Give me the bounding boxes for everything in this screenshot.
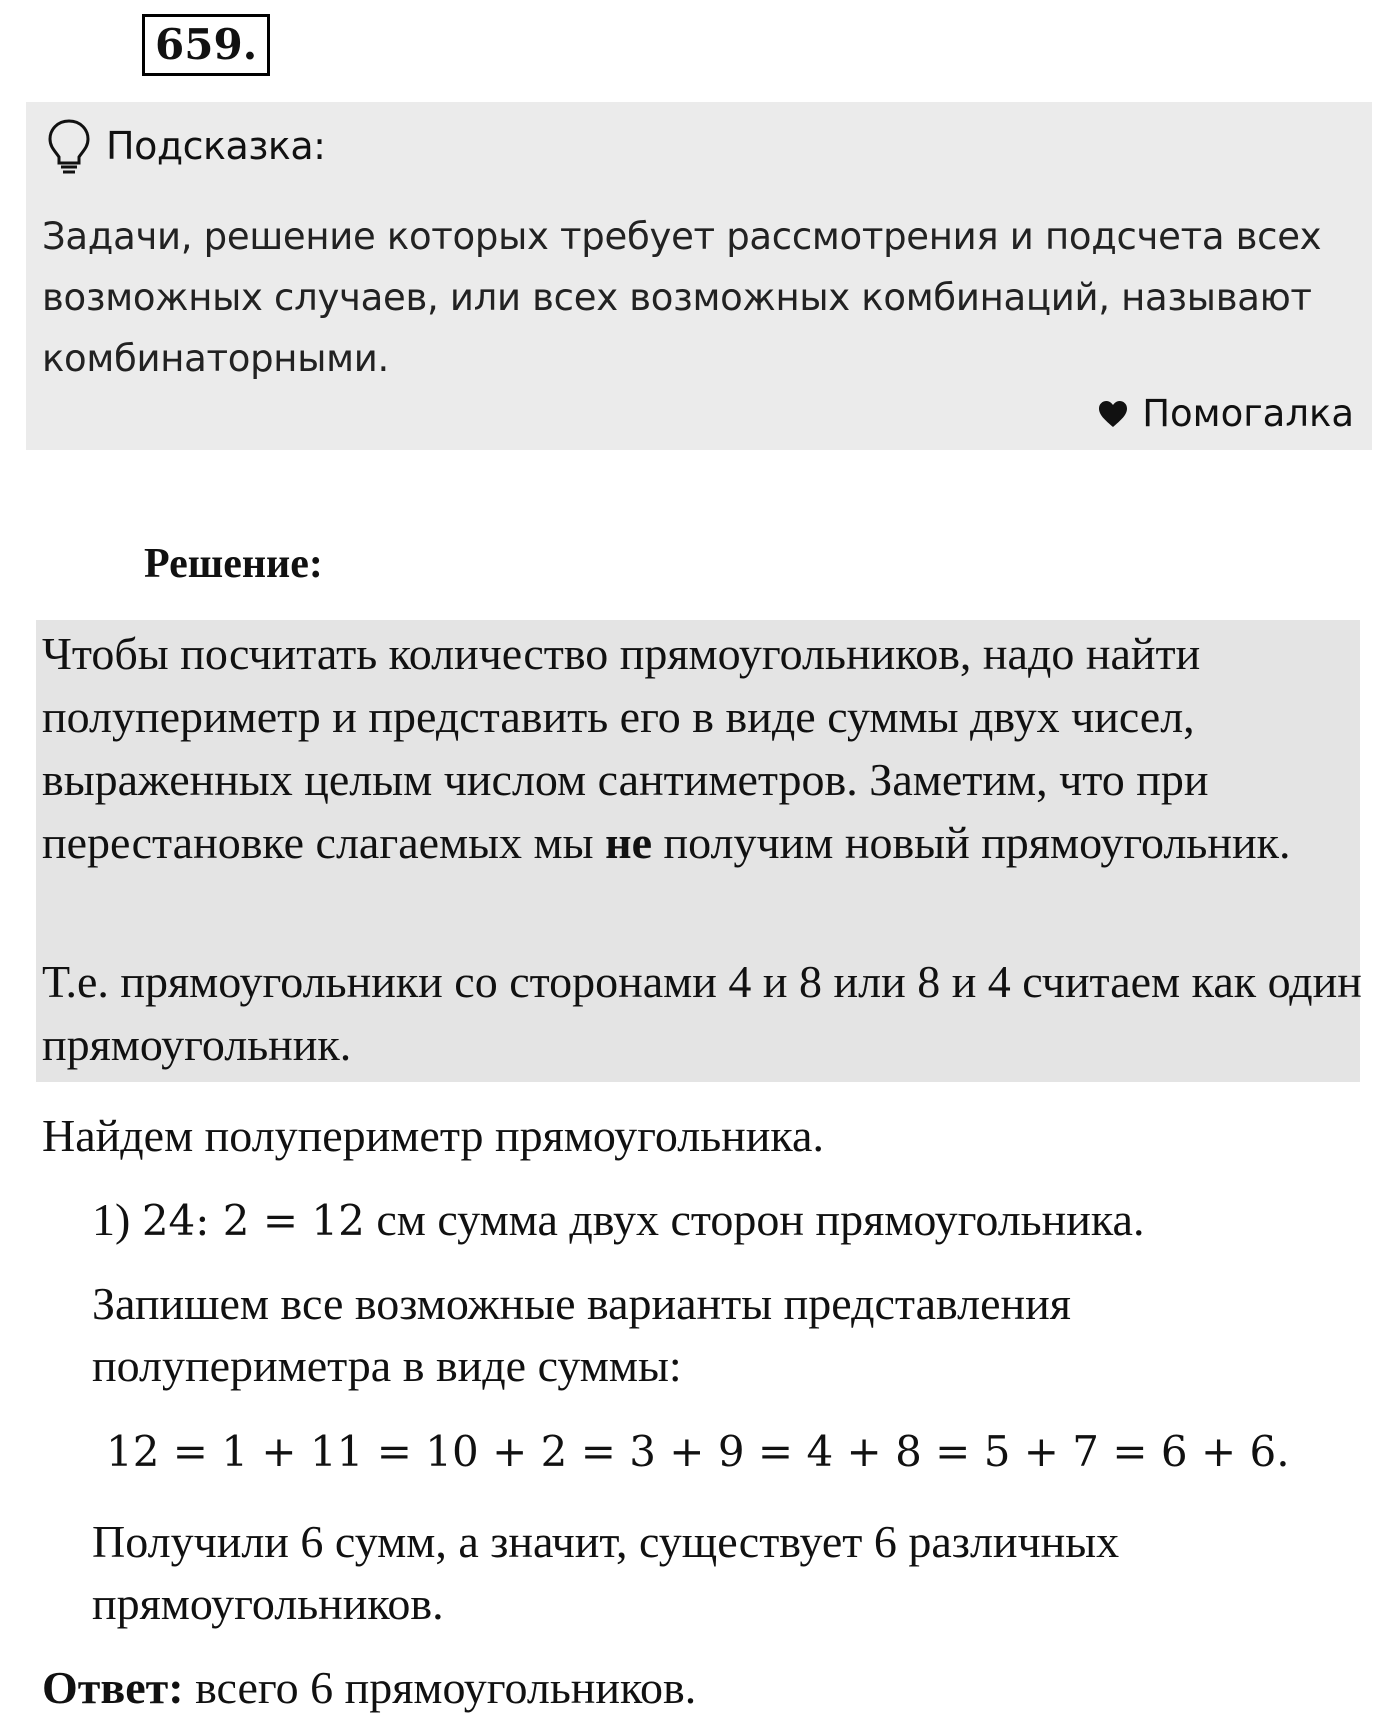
hint-box	[26, 102, 1372, 450]
hint-source-label: Помогалка	[1142, 392, 1354, 435]
step-1-number: 1)	[92, 1194, 131, 1245]
step-1-formula: 24: 2 = 12	[141, 1196, 365, 1245]
heart-icon	[1098, 400, 1128, 428]
result-line-2: прямоугольников.	[92, 1578, 444, 1629]
write-all-line-2: полупериметра в виде суммы:	[92, 1340, 682, 1391]
solution-explanation-block	[36, 620, 1360, 1082]
solution-intro	[42, 622, 1362, 874]
lightbulb-icon	[46, 117, 92, 175]
write-all-line-1: Запишем все возможные варианты представления	[92, 1278, 1071, 1329]
sum-equation: 12 = 1 + 11 = 10 + 2 = 3 + 9 = 4 + 8 = 5 + 7 = 6 + 6.	[106, 1427, 1290, 1476]
result-line-1: Получили 6 сумм, а значит, существует 6 различных	[92, 1516, 1120, 1567]
task-number: 659.	[142, 14, 270, 76]
intro-text-start: Чтобы посчитать количество прямоугольников, надо найти полупериметр и представить его в виде суммы двух чисел, выраженных целым числом сантиметров. Заметим, что при перестановке слагаемых мы	[42, 628, 1209, 868]
step-1	[92, 1188, 1144, 1252]
hint-header	[46, 116, 325, 176]
hint-title: Подсказка:	[106, 124, 326, 168]
hint-text: Задачи, решение которых требует рассмотрения и подсчета всех возможных случаев, или всех возможных комбинаций, называют комбинаторными.	[42, 215, 1322, 380]
intro-emphasis: не	[605, 817, 652, 868]
find-semiperimeter-line: Найдем полупериметр прямоугольника.	[42, 1110, 824, 1161]
solution-note: Т.е. прямоугольники со сторонами 4 и 8 или 8 и 4 считаем как один прямоугольник.	[42, 956, 1362, 1070]
hint-source	[1098, 392, 1354, 435]
answer-line	[42, 1656, 696, 1719]
answer-text: всего 6 прямоугольников.	[183, 1662, 697, 1713]
answer-label: Ответ:	[42, 1662, 184, 1713]
intro-text-end: получим новый прямоугольник.	[652, 817, 1291, 868]
solution-title: Решение:	[144, 541, 323, 587]
step-1-text: см сумма двух сторон прямоугольника.	[376, 1194, 1145, 1245]
